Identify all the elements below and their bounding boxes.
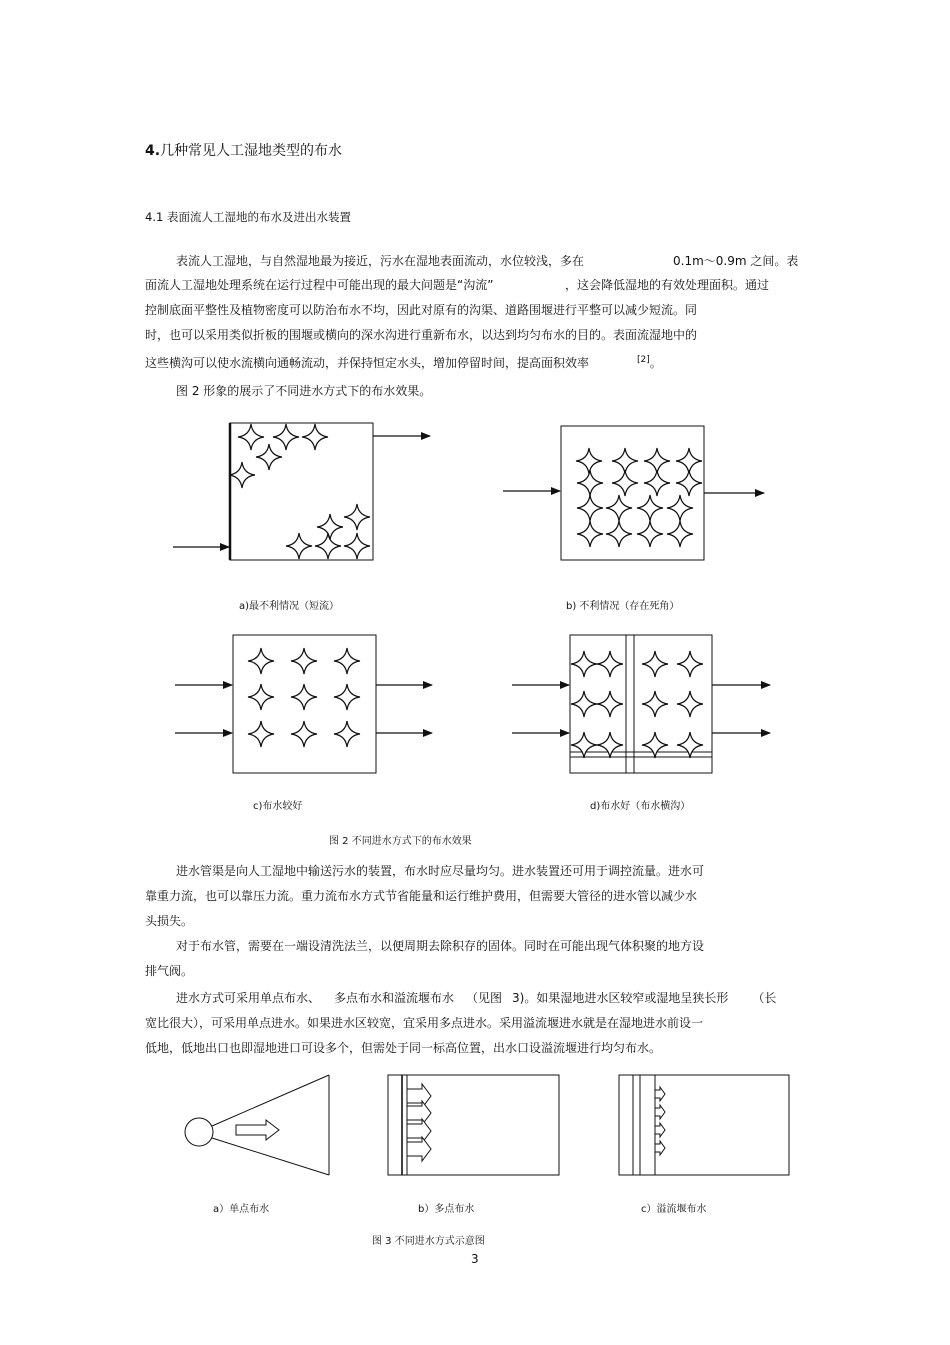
p5-line2: 宽比很大），可采用单点进水。如果进水区较宽，宜采用多点进水。采用溢流堰进水就是在湿地进水前设一 bbox=[145, 1016, 704, 1030]
p1-line2b: ，这会降低湿地的有效处理面积。通过 bbox=[565, 278, 770, 292]
p5-line1-d: 3)。如果湿地进水区较窄或湿地呈狭长形 bbox=[512, 991, 729, 1005]
fig2c-panel bbox=[175, 635, 432, 773]
p5-line1-e: （长 bbox=[752, 991, 777, 1005]
fig3b-panel bbox=[388, 1075, 559, 1175]
p5-line1-a: 进水方式可采用单点布水、 bbox=[176, 991, 321, 1005]
fig3a-caption: a）单点布水 bbox=[213, 1204, 270, 1215]
fig2a-caption: a)最不利情况（短流） bbox=[239, 601, 340, 612]
p3-line3: 头损失。 bbox=[145, 914, 194, 928]
p4-line2: 排气阀。 bbox=[145, 964, 194, 978]
fig2-caption: 图 2 不同进水方式下的布水效果 bbox=[329, 836, 472, 847]
fig3-caption: 图 3 不同进水方式示意图 bbox=[372, 1236, 485, 1247]
fig3c-panel bbox=[619, 1075, 789, 1175]
p1-line1a: 表流人工湿地，与自然湿地最为接近，污水在湿地表面流动，水位较浅，多在 bbox=[176, 254, 585, 268]
section-number: 4. bbox=[145, 143, 161, 159]
section-title: 几种常见人工湿地类型的布水 bbox=[160, 143, 343, 159]
subsection-heading: 4.1 表面流人工湿地的布水及进出水装置 bbox=[145, 210, 351, 224]
p4-line1: 对于布水管，需要在一端设清洗法兰，以便周期去除积存的固体。同时在可能出现气体积聚的地方设 bbox=[176, 939, 705, 953]
fig2b-caption: b) 不利情况（存在死角） bbox=[566, 601, 680, 612]
p1-line5-end: 。 bbox=[649, 356, 662, 370]
fig2b-panel bbox=[503, 426, 764, 560]
fig2d-caption: d)布水好（布水横沟） bbox=[590, 801, 691, 812]
fig2d-panel bbox=[512, 635, 770, 773]
fig2a-panel bbox=[173, 423, 430, 560]
p5-line1 bbox=[176, 985, 776, 1011]
fig2c-caption: c)布水较好 bbox=[253, 801, 303, 812]
p2-text: 图 2 形象的展示了不同进水方式下的布水效果。 bbox=[176, 384, 432, 398]
fig3c-caption: c）溢流堰布水 bbox=[641, 1204, 707, 1215]
page-number: 3 bbox=[471, 1252, 479, 1266]
p1-line5-text: 这些横沟可以使水流横向通畅流动，并保持恒定水头，增加停留时间，提高面积效率 bbox=[145, 356, 590, 370]
p5-line1-b: 多点布水和溢流堰布水 bbox=[334, 991, 455, 1005]
citation-ref: [2] bbox=[637, 355, 650, 365]
p3-line1: 进水管渠是向人工湿地中输送污水的装置，布水时应尽量均匀。进水装置还可用于调控流量。进水可 bbox=[176, 864, 705, 878]
p5-line3: 低地，低地出口也即湿地进口可设多个，但需处于同一标高位置，出水口设溢流堰进行均匀布水。 bbox=[145, 1041, 662, 1055]
p1-line1b: 0.1m～0.9m 之间。表 bbox=[673, 254, 799, 268]
p1-line3: 控制底面平整性及植物密度可以防治布水不均，因此对原有的沟渠、道路围堰进行平整可以减少短流。同 bbox=[145, 303, 698, 317]
p5-line1-c: （见图 bbox=[466, 991, 503, 1005]
fig3b-caption: b）多点布水 bbox=[418, 1204, 475, 1215]
p1-line4: 时，也可以采用类似折板的围堰或横向的深水沟进行重新布水，以达到均匀布水的目的。表面流湿地中的 bbox=[145, 328, 698, 342]
p3-line2: 靠重力流，也可以靠压力流。重力流布水方式节省能量和运行维护费用，但需要大管径的进水管以减少水 bbox=[145, 889, 698, 903]
p1-line2a: 面流人工湿地处理系统在运行过程中可能出现的最大问题是“沟流” bbox=[145, 278, 494, 292]
fig3a-panel bbox=[185, 1075, 329, 1175]
